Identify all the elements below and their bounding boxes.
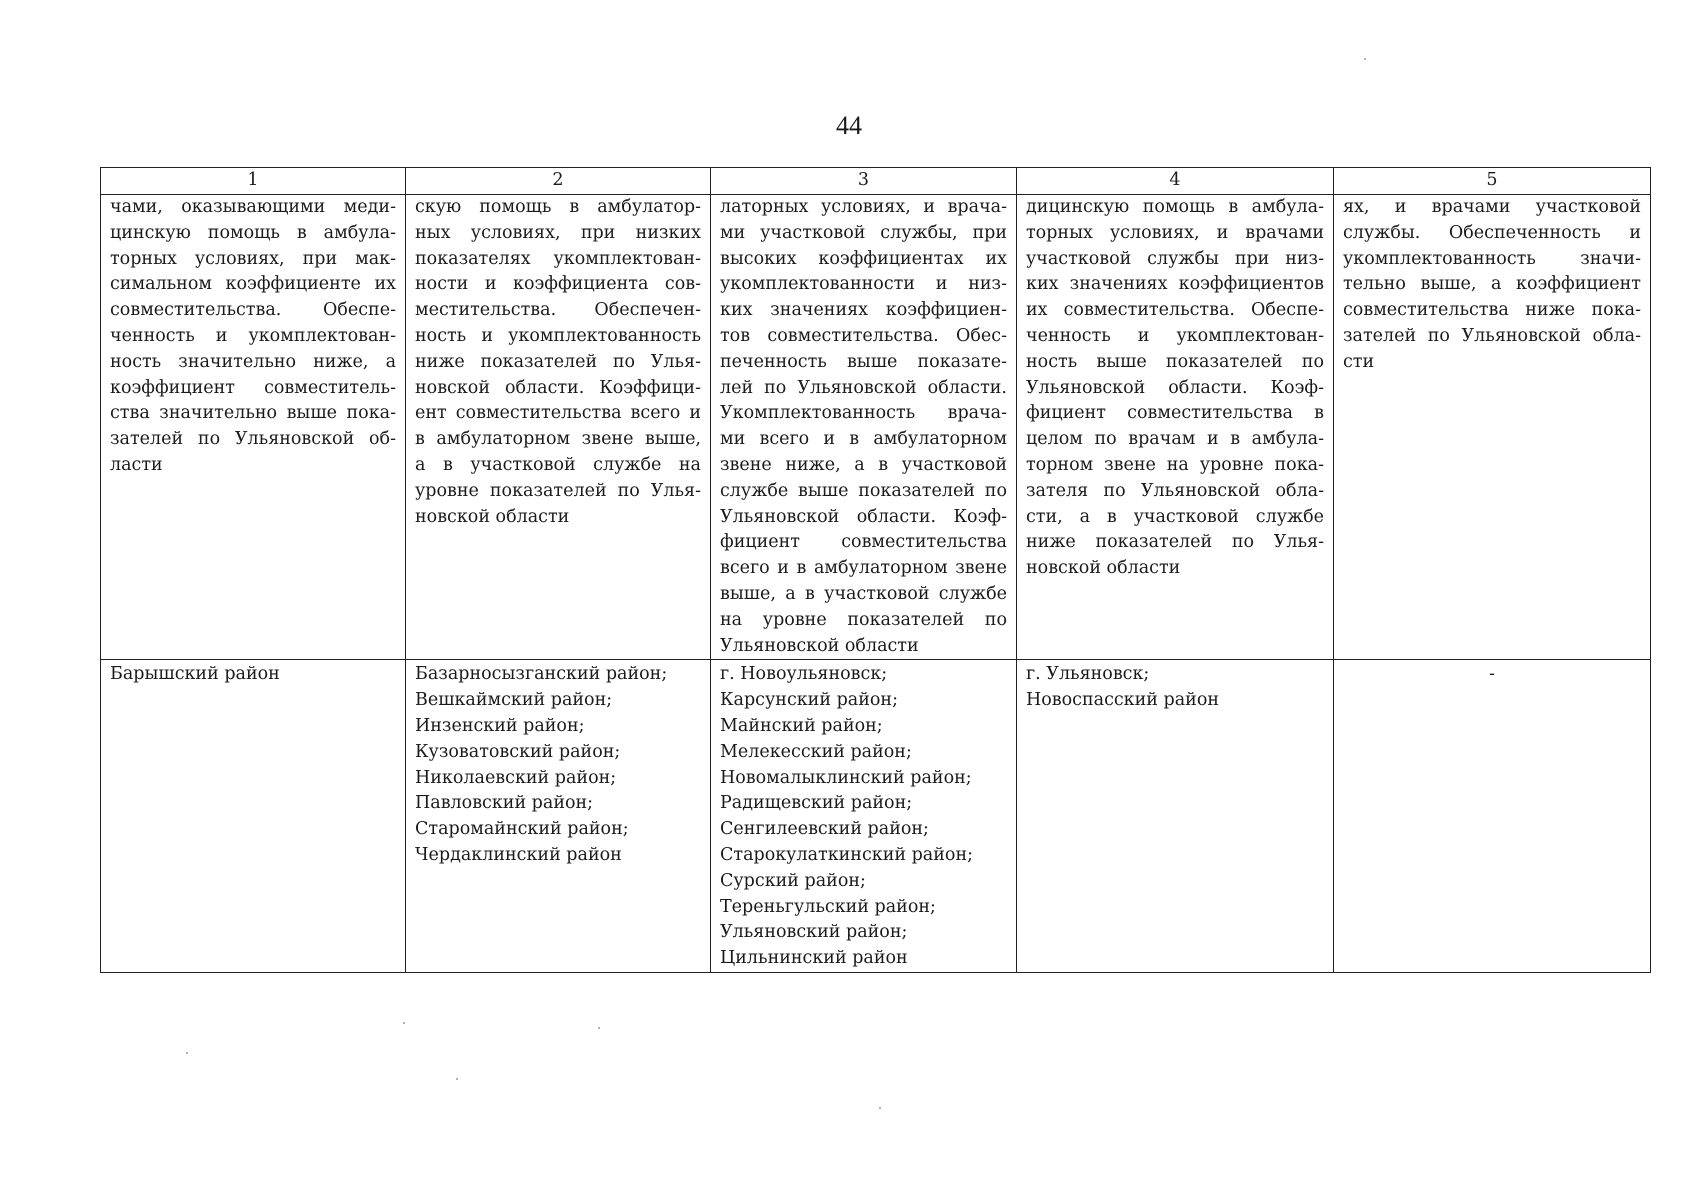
- description-cell-1: [101, 195, 406, 660]
- cell-text-line: совместительства ниже пока-: [1343, 300, 1641, 321]
- cell-text-line: ми всего и в амбулаторном: [720, 429, 1007, 450]
- cell-text-line: ких значениях коэффициентов: [1026, 274, 1324, 295]
- cell-text-line: сти: [1343, 351, 1375, 372]
- cell-text-line: печенность выше показате-: [720, 351, 1007, 372]
- cell-text-line: а в участковой службе на: [415, 454, 701, 475]
- district-name: Старокулаткинский район;: [720, 844, 973, 865]
- cell-text-line: зателя по Ульяновской обла-: [1026, 480, 1324, 501]
- scan-speck: [598, 1027, 600, 1029]
- cell-text-line: цинскую помощь в амбула-: [110, 222, 396, 243]
- cell-text-line: службы. Обеспеченность и: [1343, 222, 1641, 243]
- district-name: Новомалыклинский район;: [720, 767, 972, 788]
- district-name: Николаевский район;: [415, 767, 617, 788]
- empty-dash: -: [1489, 664, 1495, 685]
- cell-text-line: ченность и укомплектован-: [110, 325, 396, 346]
- column-header-5: 5: [1334, 168, 1651, 195]
- districts-cell-4: [1017, 660, 1334, 973]
- district-name: Ульяновский район;: [720, 922, 908, 943]
- cell-text-line: скую помощь в амбулатор-: [415, 197, 701, 217]
- cell-text-line: участковой службы при низ-: [1026, 248, 1324, 269]
- scan-speck: [456, 1078, 458, 1080]
- district-name: г. Ульяновск;: [1026, 664, 1150, 685]
- cell-text-line: чами, оказывающими меди-: [110, 197, 396, 217]
- cell-text-line: Ульяновской области: [720, 635, 919, 656]
- districts-cell-1: [101, 660, 406, 973]
- description-cell-4: [1017, 195, 1334, 660]
- districts-cell-2: [406, 660, 711, 973]
- cell-text-line: ях, и врачами участковой: [1343, 197, 1641, 217]
- cell-text-line: фициент совместительства в: [1026, 403, 1324, 424]
- header-row: [101, 168, 1651, 195]
- cell-text-line: новской области. Коэффици-: [415, 377, 701, 398]
- cell-text-line: лей по Ульяновской области.: [720, 377, 1007, 398]
- cell-text-line: ных условиях, при низких: [415, 222, 701, 243]
- cell-text-line: целом по врачам и в амбула-: [1026, 429, 1324, 450]
- cell-text-line: зателей по Ульяновской об-: [110, 429, 396, 450]
- district-name: Майнский район;: [720, 715, 883, 736]
- cell-text-line: показателях укомплектован-: [415, 248, 701, 269]
- district-name: Инзенский район;: [415, 715, 585, 736]
- cell-text-line: звене ниже, а в участковой: [720, 454, 1007, 475]
- district-name: Тереньгульский район;: [720, 896, 936, 917]
- column-header-4: 4: [1017, 168, 1334, 195]
- cell-text-line: всего и в амбулаторном звене: [720, 558, 1007, 579]
- column-header-2: 2: [406, 168, 711, 195]
- cell-text-line: коэффициент совместитель-: [110, 377, 396, 398]
- districts-row: [101, 660, 1651, 973]
- cell-text-line: ность и укомплектованность: [415, 325, 701, 346]
- cell-text-line: ства значительно выше пока-: [110, 403, 396, 424]
- cell-text-line: уровне показателей по Улья-: [415, 480, 701, 501]
- scan-speck: [403, 1022, 405, 1024]
- cell-text-line: ности и коэффициента сов-: [415, 274, 701, 295]
- district-name: Цильнинский район: [720, 948, 908, 969]
- cell-text-line: Ульяновской области. Коэф-: [1026, 377, 1324, 398]
- cell-text-line: ниже показателей по Улья-: [415, 351, 701, 372]
- scan-speck: [186, 1052, 188, 1054]
- cell-text-line: торном звене на уровне пока-: [1026, 454, 1324, 475]
- column-header-1: 1: [101, 168, 406, 195]
- cell-text-line: торных условиях, и врачами: [1026, 222, 1324, 243]
- district-name: Кузоватовский район;: [415, 741, 621, 762]
- district-name: Карсунский район;: [720, 690, 898, 711]
- district-name: Сенгилеевский район;: [720, 819, 929, 840]
- cell-text-line: Ульяновской области. Коэф-: [720, 506, 1007, 527]
- cell-text-line: фициент совместительства: [720, 532, 1007, 553]
- cell-text-line: ласти: [110, 454, 163, 475]
- districts-cell-3: [711, 660, 1017, 973]
- cell-text-line: службе выше показателей по: [720, 480, 1007, 501]
- page-number: 44: [836, 111, 862, 140]
- cell-text-line: их совместительства. Обеспе-: [1026, 300, 1324, 321]
- cell-text-line: сти, а в участковой службе: [1026, 506, 1324, 527]
- cell-text-line: ент совместительства всего и: [415, 403, 701, 424]
- cell-text-line: ность выше показателей по: [1026, 351, 1324, 372]
- scan-speck: [879, 1107, 881, 1109]
- cell-text-line: дицинскую помощь в амбула-: [1026, 197, 1324, 217]
- cell-text-line: местительства. Обеспечен-: [415, 300, 701, 321]
- cell-text-line: укомплектованность значи-: [1343, 248, 1641, 269]
- district-name: Чердаклинский район: [415, 844, 622, 865]
- cell-text-line: симальном коэффициенте их: [110, 274, 396, 295]
- cell-text-line: ченность и укомплектован-: [1026, 325, 1324, 346]
- district-name: Павловский район;: [415, 793, 594, 814]
- district-classification-table: [100, 167, 1651, 973]
- cell-text-line: ность значительно ниже, а: [110, 351, 396, 372]
- cell-text-line: Укомплектованность врача-: [720, 403, 1007, 424]
- cell-text-line: на уровне показателей по: [720, 609, 1007, 630]
- cell-text-line: ких значениях коэффициен-: [720, 300, 1007, 321]
- description-cell-5: [1334, 195, 1651, 660]
- description-cell-2: [406, 195, 711, 660]
- cell-text-line: высоких коэффициентах их: [720, 248, 1007, 269]
- cell-text-line: ниже показателей по Улья-: [1026, 532, 1324, 553]
- description-row: [101, 195, 1651, 660]
- cell-text-line: тов совместительства. Обес-: [720, 325, 1007, 346]
- cell-text-line: укомплектованности и низ-: [720, 274, 1007, 295]
- district-name: Барышский район: [110, 664, 280, 685]
- cell-text-line: тельно выше, а коэффициент: [1343, 274, 1641, 295]
- district-name: Мелекесский район;: [720, 741, 912, 762]
- cell-text-line: выше, а в участковой службе: [720, 583, 1007, 604]
- district-name: Сурский район;: [720, 870, 866, 891]
- cell-text-line: ми участковой службы, при: [720, 222, 1007, 243]
- district-name: г. Новоульяновск;: [720, 664, 888, 685]
- cell-text-line: торных условиях, при мак-: [110, 248, 396, 269]
- district-name: Старомайнский район;: [415, 819, 629, 840]
- cell-text-line: совместительства. Обеспе-: [110, 300, 396, 321]
- cell-text-line: зателей по Ульяновской обла-: [1343, 325, 1641, 346]
- scan-speck: [1364, 58, 1366, 60]
- cell-text-line: в амбулаторном звене выше,: [415, 429, 701, 450]
- districts-cell-5: [1334, 660, 1651, 973]
- district-name: Радищевский район;: [720, 793, 913, 814]
- cell-text-line: новской области: [1026, 558, 1181, 579]
- cell-text-line: латорных условиях, и врача-: [720, 197, 1007, 217]
- column-header-3: 3: [711, 168, 1017, 195]
- district-name: Вешкаймский район;: [415, 690, 613, 711]
- district-name: Базарносызганский район;: [415, 664, 668, 685]
- district-name: Новоспасский район: [1026, 690, 1220, 711]
- cell-text-line: новской области: [415, 506, 570, 527]
- description-cell-3: [711, 195, 1017, 660]
